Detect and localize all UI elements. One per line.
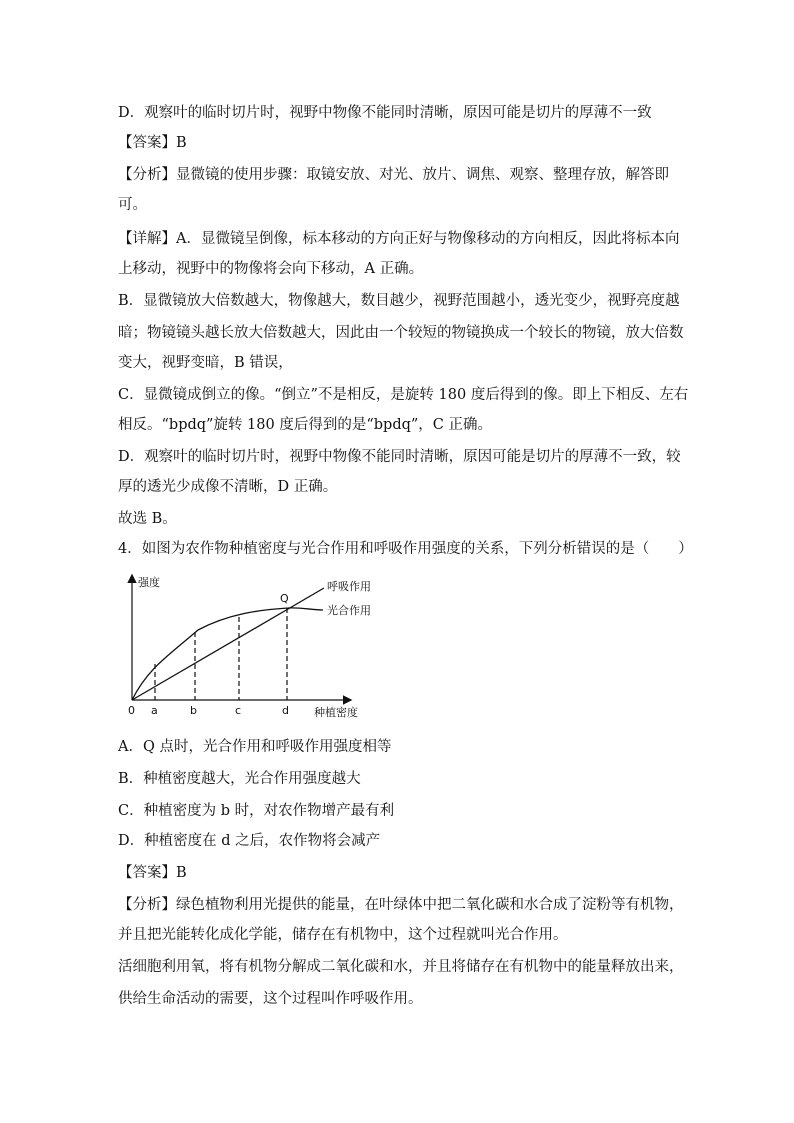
photosynthesis-curve	[132, 608, 323, 700]
tick-d: d	[282, 704, 289, 717]
text-line: 上移动，视野中的物像将会向下移动，A 正确。	[118, 261, 424, 277]
option-d: D．种植密度在 d 之后，农作物将会减产	[118, 833, 381, 849]
option-a: A．Q 点时，光合作用和呼吸作用强度相等	[118, 739, 392, 755]
answer-line: 【答案】B	[118, 135, 187, 151]
analysis-line: 供给生命活动的需要，这个过程叫作呼吸作用。	[118, 991, 423, 1007]
tick-a: a	[151, 704, 158, 717]
text-line: D．观察叶的临时切片时，视野中物像不能同时清晰，原因可能是切片的厚薄不一致	[118, 105, 652, 121]
text-line: 变大，视野变暗，B 错误，	[118, 355, 293, 371]
text-line: 厚的透光少成像不清晰，D 正确。	[118, 479, 338, 495]
question-stem: 4．如图为农作物种植密度与光合作用和呼吸作用强度的关系，下列分析错误的是（ ）	[118, 541, 693, 557]
text-line: 【分析】显微镜的使用步骤：取镜安放、对光、放片、调焦、观察、整理存放，解答即	[118, 167, 669, 183]
tick-c: c	[235, 704, 242, 717]
text-line: D．观察叶的临时切片时，视野中物像不能同时清晰，原因可能是切片的厚薄不一致，较	[118, 449, 681, 465]
density-intensity-figure	[118, 568, 388, 728]
text-line: 暗；物镜镜头越长放大倍数越大，因此由一个较短的物镜换成一个较长的物镜，放大倍数	[118, 325, 684, 341]
answer-line: 【答案】B	[118, 865, 187, 881]
text-line: B．显微镜放大倍数越大，物像越大，数目越少，视野范围越小，透光变少，视野亮度越	[118, 293, 680, 309]
x-axis-label: 种植密度	[314, 706, 358, 719]
respiration-line	[132, 588, 324, 700]
text-line: 相反。“bpdq”旋转 180 度后得到的是“bpdq”，C 正确。	[118, 417, 493, 433]
analysis-line: 并且把光能转化成化学能，储存在有机物中，这个过程就叫光合作用。	[118, 927, 568, 943]
option-c: C．种植密度为 b 时，对农作物增产最有利	[118, 803, 395, 819]
origin-label: 0	[128, 704, 135, 717]
text-line: 可。	[118, 197, 147, 213]
analysis-line: 活细胞利用氧，将有机物分解成二氧化碳和水，并且将储存在有机物中的能量释放出来，	[118, 959, 684, 975]
tick-b: b	[190, 704, 197, 717]
photosynthesis-label: 光合作用	[327, 604, 371, 617]
option-b: B．种植密度越大，光合作用强度越大	[118, 771, 361, 787]
point-q-label: Q	[280, 592, 289, 605]
respiration-label: 呼吸作用	[327, 580, 371, 593]
analysis-line: 【分析】绿色植物利用光提供的能量，在叶绿体中把二氧化碳和水合成了淀粉等有机物，	[118, 897, 684, 913]
text-line: C．显微镜成倒立的像。“倒立”不是相反，是旋转 180 度后得到的像。即上下相反、左右	[118, 387, 689, 403]
text-line: 【详解】A．显微镜呈倒像，标本移动的方向正好与物像移动的方向相反，因此将标本向	[118, 231, 680, 247]
text-line: 故选 B。	[118, 511, 177, 527]
y-axis-label: 强度	[138, 576, 160, 589]
